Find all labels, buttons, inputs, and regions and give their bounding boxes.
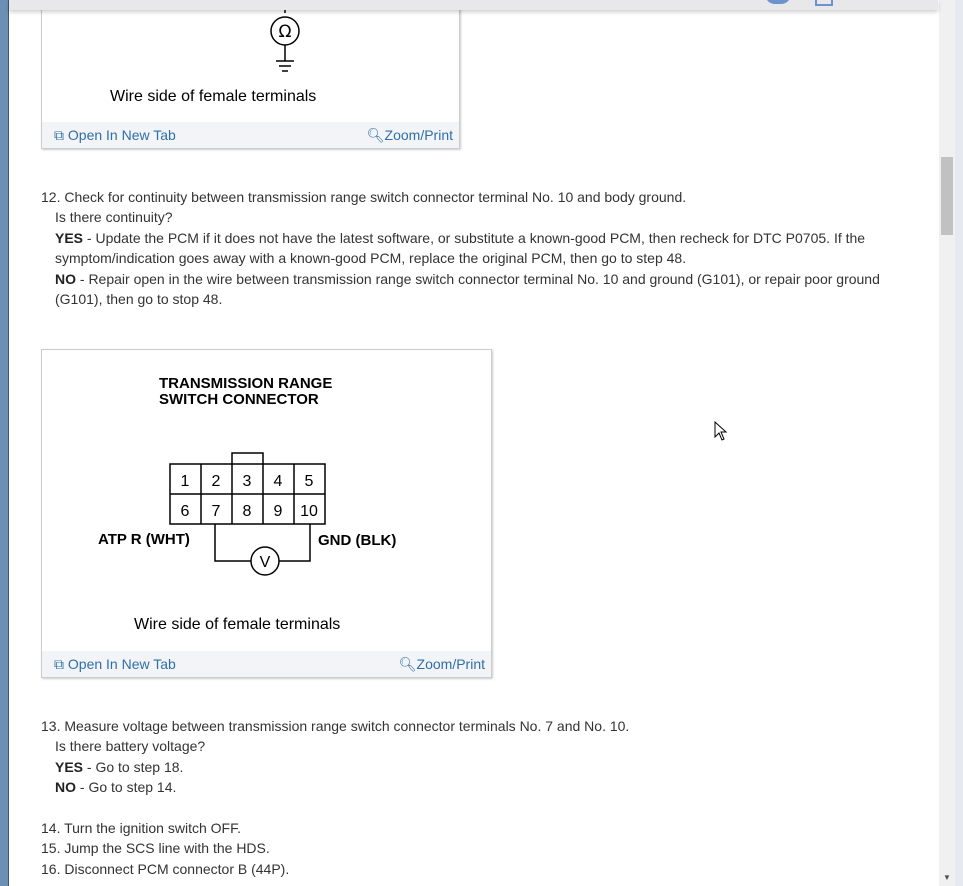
zoom-print-link[interactable]: 🔍︎Zoom/Print — [366, 127, 453, 143]
terminal-5: 5 — [304, 473, 314, 490]
user-avatar-icon[interactable] — [765, 0, 791, 4]
scroll-down-arrow-icon[interactable]: ▼ — [943, 873, 951, 882]
open-in-new-tab-link[interactable]: ⧉ Open In New Tab — [54, 127, 176, 143]
terminal-6: 6 — [180, 503, 190, 520]
new-tab-icon: ⧉ — [54, 656, 68, 672]
connector-diagram — [42, 350, 491, 650]
toolbar-icon[interactable] — [815, 0, 833, 6]
terminal-7: 7 — [211, 503, 221, 520]
figure-ohmmeter — [41, 0, 460, 149]
zoom-icon: 🔍︎ — [366, 127, 385, 143]
step-15: 15. Jump the SCS line with the HDS. — [41, 840, 270, 857]
mouse-cursor-icon — [714, 421, 728, 441]
terminal-2: 2 — [211, 473, 221, 490]
voltmeter-icon: V — [259, 554, 271, 571]
terminal-10: 10 — [300, 503, 318, 520]
step-14: 14. Turn the ignition switch OFF. — [41, 820, 241, 836]
window-border — [0, 0, 9, 886]
terminal-4: 4 — [273, 473, 283, 490]
figure-caption: Wire side of female terminals — [110, 88, 317, 105]
window-border — [955, 0, 963, 886]
step-13: 13. Measure voltage between transmission range switch connector terminals No. 7 and No. 10. Is there battery voltage? YES - Go to step 18. NO - Go to step 14. — [41, 718, 630, 796]
diagram-title: TRANSMISSION RANGE — [159, 375, 333, 392]
diagram-title: SWITCH CONNECTOR — [159, 391, 319, 408]
figure-connector — [41, 349, 492, 678]
step-12: 12. Check for continuity between transmission range switch connector terminal No. 10 and body ground. Is there continuity? YES - Update the PCM if it does not have the latest software, or substitute a known-good PCM, then recheck for DTC P0705. If the symptom/indication goes away with a known-good PCM, replace the original PCM, then go to step 48. NO - Repair open in the wire between transmission range switch connector terminal No. 10 and ground (G101), or repair poor ground (G101), then go to stop 48. — [41, 189, 880, 308]
vertical-scrollbar[interactable] — [939, 0, 955, 886]
new-tab-icon: ⧉ — [54, 127, 68, 143]
left-wire-label: ATP R (WHT) — [98, 531, 190, 548]
svg-text:Ω: Ω — [278, 22, 292, 42]
scrollbar-thumb[interactable] — [941, 157, 953, 235]
terminal-1: 1 — [180, 473, 190, 490]
open-in-new-tab-link[interactable]: ⧉ Open In New Tab — [54, 656, 176, 672]
zoom-print-link[interactable]: 🔍︎Zoom/Print — [398, 656, 485, 672]
right-wire-label: GND (BLK) — [318, 532, 397, 549]
zoom-icon: 🔍︎ — [398, 656, 417, 672]
step-16: 16. Disconnect PCM connector B (44P). — [41, 860, 290, 877]
terminal-8: 8 — [242, 503, 252, 520]
figure-caption: Wire side of female terminals — [134, 616, 341, 633]
steps-14-16 — [41, 818, 901, 879]
top-toolbar — [9, 0, 938, 10]
terminal-9: 9 — [273, 503, 283, 520]
terminal-3: 3 — [242, 473, 252, 490]
